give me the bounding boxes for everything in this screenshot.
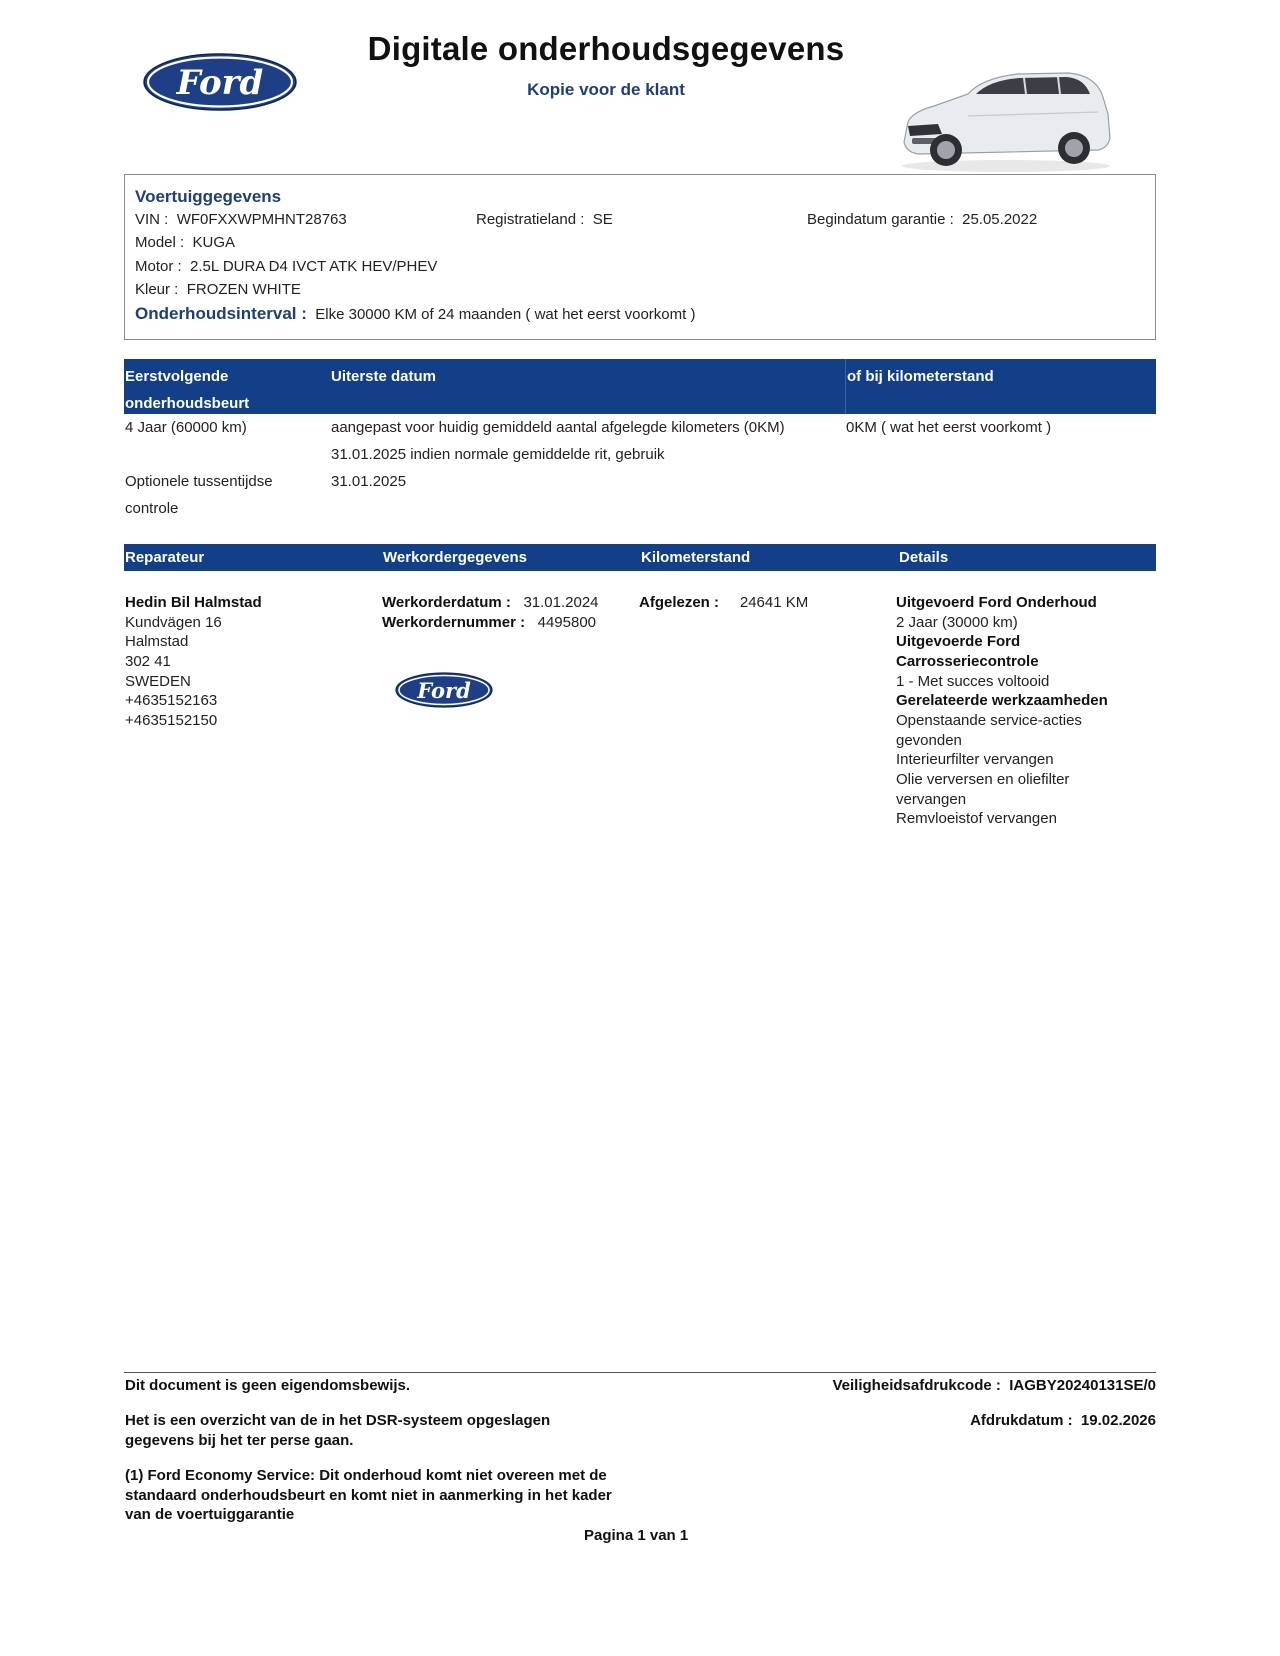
footer-note-line1: (1) Ford Economy Service: Dit onderhoud komt niet overeen met de	[125, 1467, 607, 1484]
details-line-11: vervangen	[896, 791, 967, 808]
header-due-date: Uiterste datum	[331, 368, 437, 385]
interval-row	[135, 304, 695, 324]
footer-overview-line1: Het is een overzicht van de in het DSR-systeem opgeslagen	[125, 1412, 551, 1429]
footer-note-line2: standaard onderhoudsbeurt en komt niet in aanmerking in het kader	[125, 1487, 612, 1504]
vin-value: WF0FXXWPMHNT28763	[176, 211, 347, 228]
car-image	[898, 64, 1114, 176]
interval-label: Onderhoudsinterval :	[135, 304, 307, 323]
footer-note-line3: van de voertuiggarantie	[125, 1506, 295, 1523]
workorder-date-value: 31.01.2024	[523, 594, 599, 611]
next-service-header	[124, 359, 1156, 414]
page-title: Digitale onderhoudsgegevens	[367, 30, 845, 67]
next-service-row2-date: 31.01.2025	[331, 473, 407, 490]
next-service-row1-service: 4 Jaar (60000 km)	[125, 419, 247, 436]
footer-print-date-row	[970, 1411, 1156, 1431]
model-label: Model :	[135, 234, 185, 251]
engine-value: 2.5L DURA D4 IVCT ATK HEV/PHEV	[190, 258, 438, 275]
ford-small-logo-text: Ford	[417, 678, 471, 703]
warranty-row	[807, 211, 1037, 228]
details-line-4: Carrosseriecontrole	[896, 653, 1039, 670]
workorder-date-row	[382, 593, 599, 613]
mileage-value: 24641 KM	[739, 594, 809, 611]
header-details: Details	[899, 549, 949, 566]
footer-security-code: IAGBY20240131SE/0	[1009, 1377, 1156, 1394]
repairer-phone1: +4635152163	[125, 692, 218, 709]
footer-overview-line2: gegevens bij het ter perse gaan.	[125, 1432, 354, 1449]
next-service-row1-date-line1: aangepast voor huidig gemiddeld aantal afgelegde kilometers (0KM)	[331, 419, 785, 436]
workorder-number-row	[382, 613, 596, 633]
color-value: FROZEN WHITE	[186, 281, 301, 298]
ford-small-logo	[395, 672, 493, 708]
workorder-number-value: 4495800	[537, 614, 597, 631]
details-line-2: 2 Jaar (30000 km)	[896, 614, 1018, 631]
reg-country-row	[476, 211, 613, 228]
details-line-1: Uitgevoerd Ford Onderhoud	[896, 594, 1097, 611]
reg-country-value: SE	[592, 211, 613, 228]
footer-print-date-label: Afdrukdatum :	[970, 1412, 1073, 1429]
footer-divider	[124, 1372, 1156, 1373]
footer-page-number: Pagina 1 van 1	[584, 1527, 689, 1544]
header-workorder: Werkordergegevens	[383, 549, 527, 566]
footer-print-date: 19.02.2026	[1080, 1412, 1156, 1429]
next-service-row1-date-line2: 31.01.2025 indien normale gemiddelde rit, gebruik	[331, 446, 665, 463]
details-line-8: gevonden	[896, 732, 962, 749]
history-header	[124, 544, 1156, 571]
engine-row	[135, 258, 437, 275]
repairer-street: Kundvägen 16	[125, 614, 222, 631]
repairer-phone2: +4635152150	[125, 712, 218, 729]
next-service-row2-service-line2: controle	[125, 500, 179, 517]
details-line-5: 1 - Met succes voltooid	[896, 673, 1050, 690]
footer-security-label: Veiligheidsafdrukcode :	[832, 1377, 1001, 1394]
mileage-label: Afgelezen :	[639, 594, 720, 611]
next-service-row1-km: 0KM ( wat het eerst voorkomt )	[846, 419, 1052, 436]
header-km: Kilometerstand	[641, 549, 751, 566]
interval-value: Elke 30000 KM of 24 maanden ( wat het eerst voorkomt )	[315, 306, 696, 323]
footer-not-ownership: Dit document is geen eigendomsbewijs.	[125, 1377, 411, 1394]
header-next-service-line1: Eerstvolgende	[125, 368, 229, 385]
details-line-12: Remvloeistof vervangen	[896, 810, 1057, 827]
vin-row	[135, 211, 347, 228]
repairer-postcode: 302 41	[125, 653, 171, 670]
details-line-7: Openstaande service-acties	[896, 712, 1082, 729]
vehicle-heading: Voertuiggegevens	[135, 187, 282, 206]
footer-security-row	[833, 1376, 1157, 1396]
model-value: KUGA	[192, 234, 236, 251]
details-line-10: Olie verversen en oliefilter	[896, 771, 1070, 788]
vin-label: VIN :	[135, 211, 169, 228]
warranty-label: Begindatum garantie :	[807, 211, 954, 228]
details-line-9: Interieurfilter vervangen	[896, 751, 1054, 768]
workorder-number-label: Werkordernummer :	[382, 614, 526, 631]
details-line-6: Gerelateerde werkzaamheden	[896, 692, 1108, 709]
header-repairer: Reparateur	[125, 549, 205, 566]
engine-label: Motor :	[135, 258, 182, 275]
color-label: Kleur :	[135, 281, 179, 298]
workorder-date-label: Werkorderdatum :	[382, 594, 511, 611]
header-next-service	[124, 359, 329, 414]
ford-logo-text: Ford	[176, 63, 264, 103]
header-next-service-line2: onderhoudsbeurt	[125, 395, 250, 412]
model-row	[135, 234, 235, 251]
repairer-country: SWEDEN	[125, 673, 191, 690]
repairer-city: Halmstad	[125, 633, 189, 650]
mileage-row	[639, 593, 808, 613]
next-service-row2-service-line1: Optionele tussentijdse	[125, 473, 273, 490]
vehicle-info-box	[124, 174, 1156, 340]
repairer-name: Hedin Bil Halmstad	[125, 594, 262, 611]
details-line-3: Uitgevoerde Ford	[896, 633, 1021, 650]
reg-country-label: Registratieland :	[476, 211, 585, 228]
page-subtitle: Kopie voor de klant	[527, 80, 685, 99]
header-mileage: of bij kilometerstand	[847, 368, 994, 385]
color-row	[135, 281, 301, 298]
warranty-value: 25.05.2022	[962, 211, 1038, 228]
